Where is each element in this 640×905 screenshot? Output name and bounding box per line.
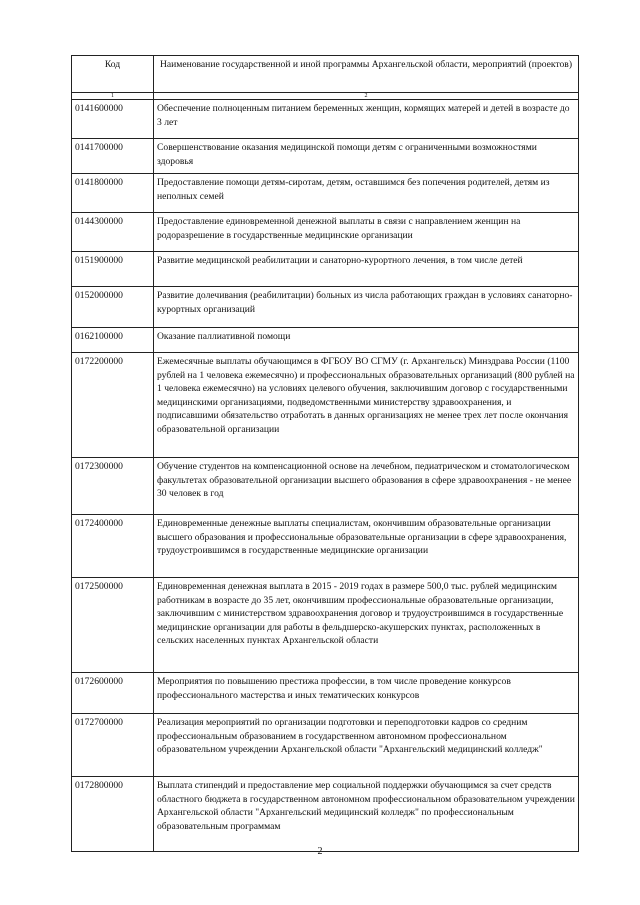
table-row	[72, 252, 579, 287]
table-row	[72, 353, 579, 458]
row-code: 0172500000	[72, 578, 154, 673]
table-row	[72, 515, 579, 578]
table-row	[72, 100, 579, 139]
row-code: 0144300000	[72, 213, 154, 252]
row-name: Развитие медицинской реабилитации и санаторно-курортного лечения, в том числе детей	[154, 252, 579, 287]
header-code: Код	[72, 56, 154, 93]
table-body	[72, 100, 579, 852]
row-name: Ежемесячные выплаты обучающимся в ФГБОУ ВО СГМУ (г. Архангельск) Минздрава России (1100 рублей на 1 человека ежемесячно) и профессиональных образовательных организаций (800 рублей на 1 человека ежемесячно) на условиях целевого обучения, заключившим договор с государственными медицинскими организациями, подведомственными министерству здравоохранения, и подписавшими обязательство отработать в данных организациях не менее трех лет после окончания образовательной организации	[154, 353, 579, 458]
table-row	[72, 458, 579, 515]
table-row	[72, 213, 579, 252]
row-name: Мероприятия по повышению престижа профессии, в том числе проведение конкурсов профессионального мастерства и иных тематических конкурсов	[154, 673, 579, 714]
row-name: Развитие долечивания (реабилитации) больных из числа работающих граждан в условиях санаторно-курортных организаций	[154, 287, 579, 328]
row-name: Единовременные денежные выплаты специалистам, окончившим образовательные организации высшего образования и профессиональные образовательные организации в сфере здравоохранения, трудоустроившимся в государственные медицинские организации	[154, 515, 579, 578]
row-code: 0151900000	[72, 252, 154, 287]
column-number-1: 1	[72, 93, 154, 100]
column-number-row	[72, 93, 579, 100]
row-code: 0172200000	[72, 353, 154, 458]
table-row	[72, 287, 579, 328]
table-row	[72, 673, 579, 714]
table-row	[72, 139, 579, 174]
row-name: Единовременная денежная выплата в 2015 - 2019 годах в размере 500,0 тыс. рублей медицинским работникам в возрасте до 35 лет, окончившим профессиональные образовательные организации, заключившим с министерством здравоохранения договор и трудоустроившимся в государственные медицинские организации для работы в фельдшерско-акушерских пунктах, расположенных в сельских населенных пунктах Архангельской области	[154, 578, 579, 673]
row-name: Предоставление единовременной денежной выплаты в связи с направлением женщин на родоразрешение в государственные медицинские организации	[154, 213, 579, 252]
program-table	[71, 55, 579, 852]
row-name: Оказание паллиативной помощи	[154, 328, 579, 353]
row-name: Совершенствование оказания медицинской помощи детям с ограниченными возможностями здоровья	[154, 139, 579, 174]
column-number-2: 2	[154, 93, 579, 100]
row-code: 0141600000	[72, 100, 154, 139]
table-header-row	[72, 56, 579, 93]
row-name: Реализация мероприятий по организации подготовки и переподготовки кадров со средним профессиональным образованием в государственном автономном профессиональном образовательном учреждении Архангельской области "Архангельский медицинский колледж"	[154, 714, 579, 777]
row-name: Обеспечение полноценным питанием беременных женщин, кормящих матерей и детей в возрасте до 3 лет	[154, 100, 579, 139]
row-code: 0172600000	[72, 673, 154, 714]
row-code: 0141800000	[72, 174, 154, 213]
table-row	[72, 328, 579, 353]
table-row	[72, 578, 579, 673]
row-code: 0162100000	[72, 328, 154, 353]
row-code: 0172700000	[72, 714, 154, 777]
row-code: 0172400000	[72, 515, 154, 578]
row-name: Выплата стипендий и предоставление мер социальной поддержки обучающимся за счет средств областного бюджета в государственном автономном профессиональном образовательном учреждении Архангельской области "Архангельский медицинский колледж" по профессиональным образовательным программам	[154, 777, 579, 852]
row-name: Обучение студентов на компенсационной основе на лечебном, педиатрическом и стоматологическом факультетах образовательной организации высшего образования в сфере здравоохранения - не менее 30 человек в год	[154, 458, 579, 515]
row-name: Предоставление помощи детям-сиротам, детям, оставшимся без попечения родителей, детям из неполных семей	[154, 174, 579, 213]
row-code: 0141700000	[72, 139, 154, 174]
table-row	[72, 174, 579, 213]
row-code: 0172800000	[72, 777, 154, 852]
page-number: 2	[317, 846, 323, 857]
table-row	[72, 714, 579, 777]
row-code: 0152000000	[72, 287, 154, 328]
row-code: 0172300000	[72, 458, 154, 515]
table-row	[72, 777, 579, 852]
header-name: Наименование государственной и иной программы Архангельской области, мероприятий (проектов)	[154, 56, 579, 93]
